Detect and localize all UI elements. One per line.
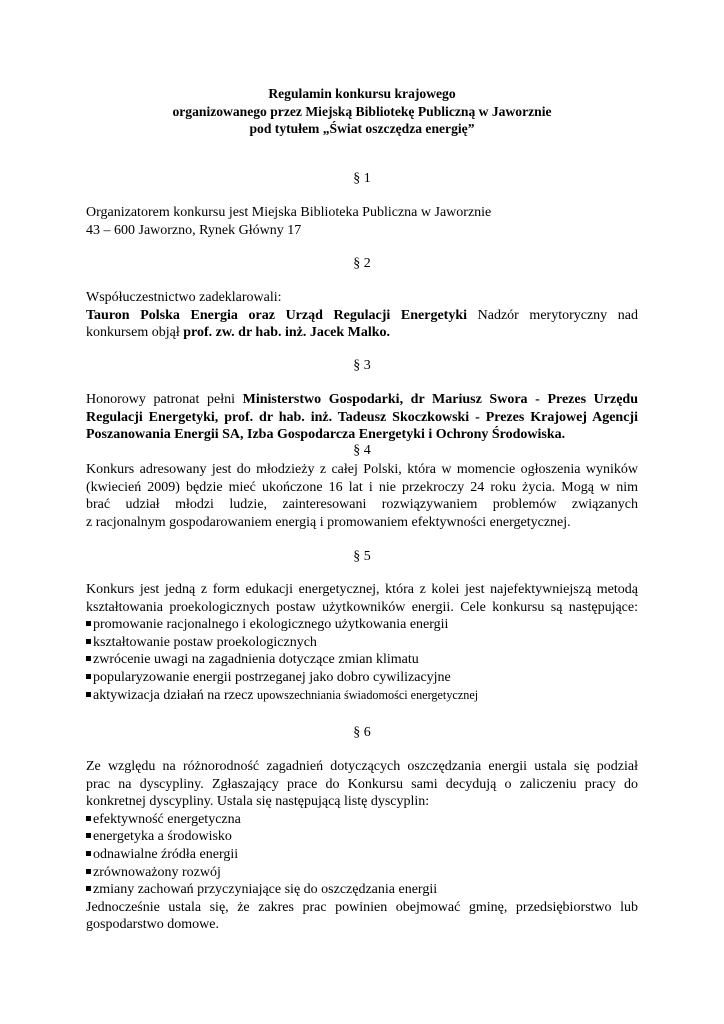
goal-bullet bbox=[86, 669, 638, 687]
bullet-square-icon bbox=[86, 621, 91, 626]
discipline-text: zrównoważony rozwój bbox=[93, 864, 221, 880]
section-2-line-3-text: konkursem objął bbox=[86, 325, 180, 341]
section-3-bold-2: Regulacji Energetyki, prof. dr hab. inż. Tadeusz Skoczkowski - Prezes Krajowej Agencji bbox=[86, 409, 638, 425]
section-2-line-1: Współuczestnictwo zadeklarowali: bbox=[86, 290, 282, 305]
section-2-body bbox=[86, 289, 638, 342]
section-2-heading: § 2 bbox=[353, 256, 371, 271]
bullet-square-icon bbox=[86, 869, 91, 874]
document-title bbox=[86, 85, 638, 138]
discipline-bullet bbox=[86, 828, 638, 846]
section-3-line-2 bbox=[86, 409, 638, 427]
section-6-line-2: prac na dyscypliny. Zgłaszający prace do Konkursu sami decydują o zaliczeniu pracy do bbox=[86, 776, 638, 792]
bullet-square-icon bbox=[86, 851, 91, 856]
bullet-square-icon bbox=[86, 674, 91, 679]
bullet-square-icon bbox=[86, 692, 91, 697]
section-5-line-2: kształtowania proekologicznych postaw użytkowników energii. Cele konkursu są następujące: bbox=[86, 599, 638, 615]
section-3-bold-1: Ministerstwo Gospodarki, dr Mariusz Swora - Prezes Urzędu bbox=[242, 392, 638, 407]
section-1-body bbox=[86, 204, 638, 239]
section-4-line-4: z racjonalnym gospodarowaniem energią i promowaniem efektywności energetycznej. bbox=[86, 514, 571, 530]
section-2-line-2 bbox=[86, 307, 638, 325]
goal-text: popularyzowanie energii postrzeganej jako dobro cywilizacyjne bbox=[93, 669, 451, 685]
bullet-square-icon bbox=[86, 656, 91, 661]
section-4-body bbox=[86, 461, 638, 531]
section-4-line-2: (kwiecień 2009) będzie mieć ukończone 16 lat i nie przekroczy 24 roku życia. Mogą w nim bbox=[86, 479, 638, 495]
discipline-text: zmiany zachowań przyczyniające się do oszczędzania energii bbox=[93, 882, 438, 898]
goal-text: aktywizacja działań na rzecz bbox=[93, 687, 254, 703]
discipline-text: energetyka a środowisko bbox=[93, 829, 232, 845]
section-4-heading: § 4 bbox=[353, 443, 371, 458]
goal-bullet bbox=[86, 634, 638, 652]
section-6-line-1: Ze względu na różnorodność zagadnień dotyczących oszczędzania energii ustala się podział bbox=[86, 759, 638, 774]
section-6-line-5: gospodarstwo domowe. bbox=[86, 917, 219, 933]
discipline-bullet bbox=[86, 881, 638, 899]
discipline-bullet bbox=[86, 811, 638, 829]
goal-bullet bbox=[86, 616, 638, 634]
section-1-line-1: Organizatorem konkursu jest Miejska Biblioteka Publiczna w Jaworznie bbox=[86, 205, 492, 220]
section-1-heading: § 1 bbox=[353, 171, 371, 186]
discipline-bullet bbox=[86, 864, 638, 882]
discipline-text: odnawialne źródła energii bbox=[93, 846, 239, 862]
bullet-square-icon bbox=[86, 816, 91, 821]
bullet-square-icon bbox=[86, 639, 91, 644]
section-4-line-3: brać udział młodzi ludzie, zainteresowani rozwiązywaniem problemów związanych bbox=[86, 497, 638, 513]
title-line-1: Regulamin konkursu krajowego bbox=[268, 86, 456, 101]
goal-text: promowanie racjonalnego i ekologicznego użytkowania energii bbox=[93, 617, 449, 633]
title-line-2: organizowanego przez Miejską Bibliotekę Publiczną w Jaworznie bbox=[172, 103, 552, 119]
section-3-line-1 bbox=[86, 391, 638, 409]
section-3-heading: § 3 bbox=[353, 358, 371, 373]
goal-bullet bbox=[86, 687, 638, 705]
discipline-bullet bbox=[86, 846, 638, 864]
section-6-body bbox=[86, 758, 638, 934]
section-5-line-1: Konkurs jest jedną z form edukacji energetycznej, która z kolei jest najefektywniejszą metodą bbox=[86, 582, 638, 597]
goal-text-small: upowszechniania świadomości energetycznej bbox=[257, 687, 479, 702]
section-1-line-2: 43 – 600 Jaworzno, Rynek Główny 17 bbox=[86, 222, 302, 238]
bullet-square-icon bbox=[86, 833, 91, 838]
section-5-body bbox=[86, 581, 638, 704]
section-3-intro: Honorowy patronat pełni bbox=[86, 392, 235, 407]
bullet-square-icon bbox=[86, 886, 91, 891]
section-6-line-3: konkretnej dyscypliny. Ustala się następującą listę dyscyplin: bbox=[86, 794, 430, 810]
section-2-line-3 bbox=[86, 324, 638, 342]
goal-text: zwrócenie uwagi na zagadnienia dotyczące zmian klimatu bbox=[93, 652, 419, 668]
section-4-line-1: Konkurs adresowany jest do młodzieży z całej Polski, która w momencie ogłoszenia wyników bbox=[86, 462, 638, 477]
section-3-body bbox=[86, 391, 638, 444]
section-3-bold-3: Poszanowania Energii SA, Izba Gospodarcza Energetyki i Ochrony Środowiska. bbox=[86, 427, 566, 443]
section-5-heading: § 5 bbox=[353, 549, 371, 564]
section-6-heading: § 6 bbox=[353, 725, 371, 740]
title-line-3: pod tytułem „Świat oszczędza energię” bbox=[249, 121, 475, 136]
cooperators-bold: Tauron Polska Energia oraz Urząd Regulacji Energetyki bbox=[86, 307, 467, 323]
section-2-line-2-text: Nadzór merytoryczny nad bbox=[477, 307, 639, 323]
goal-bullet bbox=[86, 651, 638, 669]
discipline-text: efektywność energetyczna bbox=[93, 811, 241, 827]
section-6-line-4: Jednocześnie ustala się, że zakres prac powinien obejmować gminę, przedsiębiorstwo lub bbox=[86, 899, 638, 915]
goal-text: kształtowanie postaw proekologicznych bbox=[93, 634, 317, 650]
supervisor-bold: prof. zw. dr hab. inż. Jacek Malko. bbox=[183, 325, 390, 341]
